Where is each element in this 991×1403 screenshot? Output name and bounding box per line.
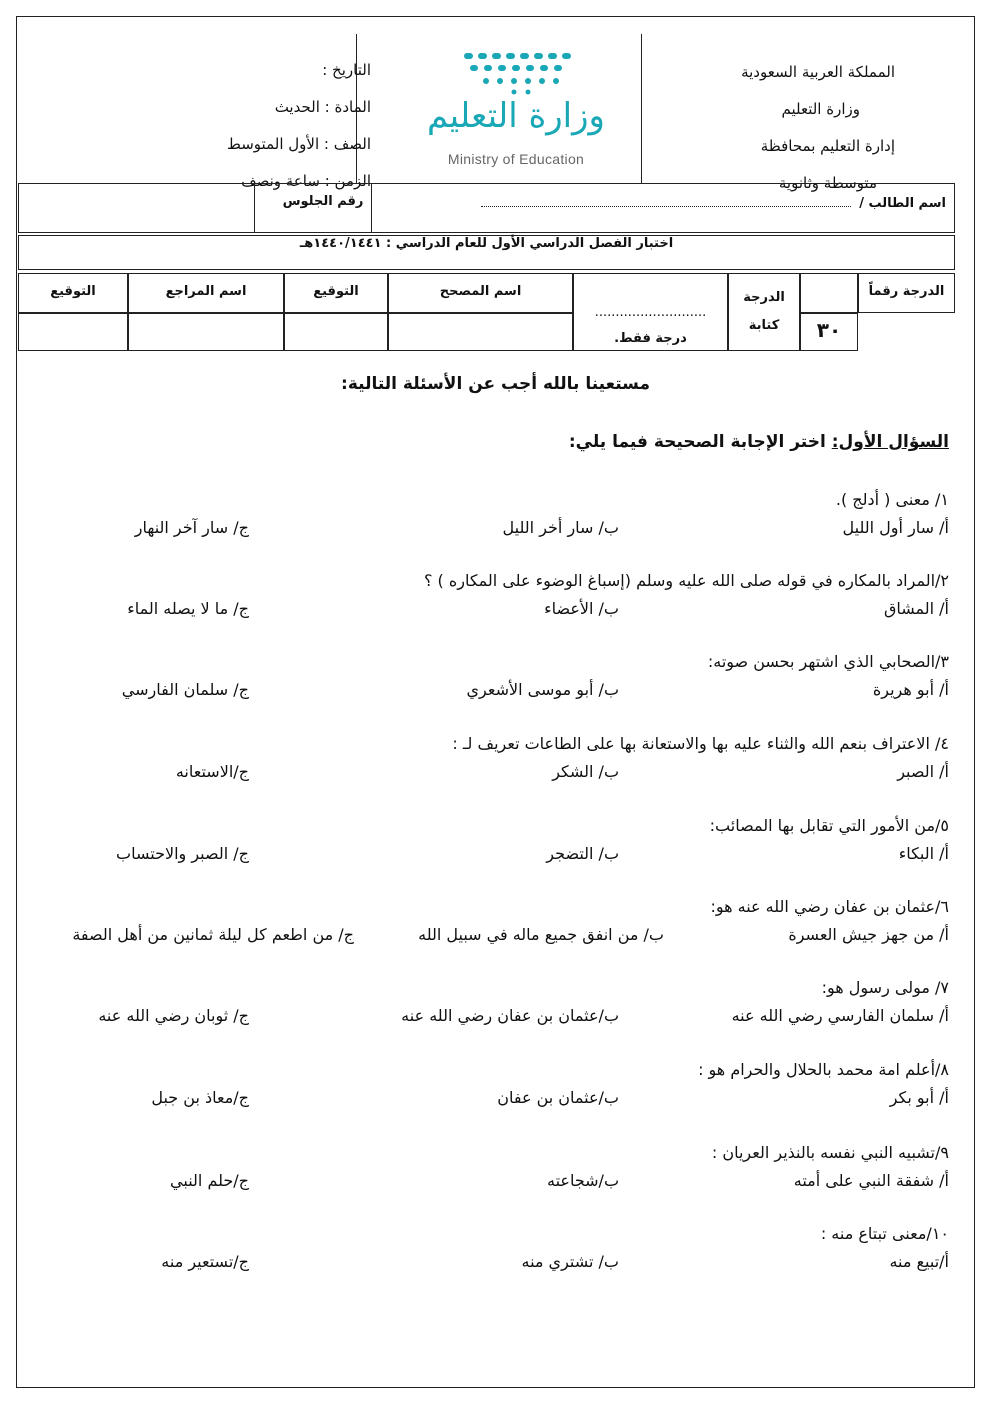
question-2 xyxy=(29,567,949,623)
option-b[interactable]: ب/ من انفق جميع ماله في سبيل الله xyxy=(418,925,664,944)
option-c[interactable]: ج/ ثوبان رضي الله عنه xyxy=(98,1006,249,1025)
corrector-name-label: اسم المصحح xyxy=(388,273,573,313)
option-a[interactable]: أ/ من جهز جيش العسرة xyxy=(788,925,949,944)
header-duration: الزمن : ساعة ونصف xyxy=(241,172,371,190)
seat-number-field[interactable] xyxy=(19,184,255,233)
question-7 xyxy=(29,974,949,1030)
instruction: مستعينا بالله أجب عن الأسئلة التالية: xyxy=(341,374,650,394)
question-stem: ٣/الصحابي الذي اشتهر بحسن صوته: xyxy=(707,652,949,671)
option-b[interactable]: ب/عثمان بن عفان xyxy=(497,1088,619,1107)
question-stem: ٥/من الأمور التي تقابل بها المصائب: xyxy=(709,816,949,835)
option-c[interactable]: ج/الاستعانه xyxy=(175,762,249,781)
option-b[interactable]: ب/ الشكر xyxy=(552,762,619,781)
student-name-cell[interactable] xyxy=(372,184,955,233)
option-a[interactable]: أ/تبيع منه xyxy=(889,1252,949,1271)
grades-table xyxy=(18,273,955,353)
written-grade-field[interactable] xyxy=(573,273,728,351)
question-8 xyxy=(29,1056,949,1112)
header-exam-meta xyxy=(191,52,371,200)
reviewer-name-field[interactable] xyxy=(128,313,284,351)
written-grade-label-2: كتابة xyxy=(748,318,780,333)
header-school: متوسطة وثانوية xyxy=(778,174,877,192)
option-c[interactable]: ج/ من اطعم كل ليلة ثمانين من أهل الصفة xyxy=(72,925,354,944)
logo-arabic-text: وزارة التعليم xyxy=(427,96,605,136)
logo-dots-icon xyxy=(456,51,586,96)
reviewer-signature-field[interactable] xyxy=(18,313,128,351)
student-name-dots xyxy=(481,194,851,207)
header xyxy=(16,16,975,192)
question-one-label: السؤال الأول: xyxy=(831,432,949,452)
option-b[interactable]: ب/ التضجر xyxy=(546,844,619,863)
question-stem: ١٠/معنى تبتاع منه : xyxy=(820,1224,949,1243)
option-b[interactable]: ب/عثمان بن عفان رضي الله عنه xyxy=(401,1006,619,1025)
reviewer-signature-label: التوقيع xyxy=(18,273,128,313)
question-10 xyxy=(29,1220,949,1276)
option-c[interactable]: ج/معاذ بن جبل xyxy=(151,1088,249,1107)
question-stem: ٩/تشبيه النبي نفسه بالنذير العريان : xyxy=(711,1143,949,1162)
option-c[interactable]: ج/ الصبر والاحتساب xyxy=(116,844,249,863)
question-one-title xyxy=(569,432,949,452)
question-6 xyxy=(29,893,949,949)
option-a[interactable]: أ/ الصبر xyxy=(897,762,949,781)
question-one-text: اختر الإجابة الصحيحة فيما يلي: xyxy=(568,432,832,452)
question-stem: ٢/المراد بالمكاره في قوله صلى الله عليه وسلم (إسباغ الوضوء على المكاره ) ؟ xyxy=(423,571,949,590)
corrector-signature-field[interactable] xyxy=(284,313,388,351)
header-ministry: وزارة التعليم xyxy=(781,100,860,118)
option-a[interactable]: أ/ أبو بكر xyxy=(889,1088,949,1107)
logo-english-text: Ministry of Education xyxy=(447,151,585,167)
question-9 xyxy=(29,1139,949,1195)
option-a[interactable]: أ/ البكاء xyxy=(898,844,949,863)
option-c[interactable]: ج/ سار آخر النهار xyxy=(134,518,249,537)
reviewer-name-label: اسم المراجع xyxy=(128,273,284,313)
exam-title: اختبار الفصل الدراسي الأول للعام الدراسي : ١٤٤٠/١٤٤١هـ xyxy=(19,236,955,270)
header-ministry-block xyxy=(685,54,935,202)
header-kingdom: المملكة العربية السعودية xyxy=(741,63,895,81)
exam-title-table xyxy=(18,235,955,270)
question-stem: ٨/أعلم امة محمد بالحلال والحرام هو : xyxy=(698,1060,949,1079)
option-b[interactable]: ب/ أبو موسى الأشعري xyxy=(466,680,619,699)
header-divider-right xyxy=(641,34,642,184)
question-stem: ٧/ مولى رسول هو: xyxy=(821,978,949,997)
option-a[interactable]: أ/ أبو هريرة xyxy=(872,680,949,699)
header-date: التاريخ : xyxy=(322,61,371,79)
question-stem: ٤/ الاعتراف بنعم الله والثناء عليه بها والاستعانة بها على الطاعات تعريف لـ : xyxy=(452,734,949,753)
header-subject: المادة : الحديث xyxy=(274,98,371,116)
grade-only-label: درجة فقط. xyxy=(614,331,687,346)
numeric-grade-label: الدرجة رقماً xyxy=(858,273,955,313)
option-c[interactable]: ج/ سلمان الفارسي xyxy=(121,680,249,699)
question-stem: ٦/عثمان بن عفان رضي الله عنه هو: xyxy=(710,897,949,916)
option-c[interactable]: ج/ ما لا يصله الماء xyxy=(127,599,249,618)
written-grade-label-cell xyxy=(728,273,800,351)
seat-number-label: رقم الجلوس xyxy=(282,194,364,209)
ministry-logo xyxy=(416,51,626,171)
student-name-label: اسم الطالب / xyxy=(859,196,946,211)
corrector-signature-label: التوقيع xyxy=(284,273,388,313)
option-a[interactable]: أ/ شفقة النبي على أمته xyxy=(793,1171,949,1190)
option-b[interactable]: ب/ الأعضاء xyxy=(544,599,619,618)
numeric-grade-blank xyxy=(800,273,858,313)
question-3 xyxy=(29,648,949,704)
option-b[interactable]: ب/ تشتري منه xyxy=(521,1252,619,1271)
header-directorate: إدارة التعليم بمحافظة xyxy=(760,137,895,155)
option-b[interactable]: ب/ سار أخر الليل xyxy=(502,518,619,537)
seat-number-label-cell xyxy=(254,184,372,233)
header-grade: الصف : الأول المتوسط xyxy=(227,135,371,153)
question-stem: ١/ معنى ( أدلج ). xyxy=(835,490,949,509)
option-b[interactable]: ب/شجاعته xyxy=(546,1171,619,1190)
option-a[interactable]: أ/ المشاق xyxy=(883,599,949,618)
question-4 xyxy=(29,730,949,786)
question-5 xyxy=(29,812,949,868)
option-a[interactable]: أ/ سلمان الفارسي رضي الله عنه xyxy=(731,1006,949,1025)
student-info-table xyxy=(18,183,955,233)
option-a[interactable]: أ/ سار أول الليل xyxy=(842,518,949,537)
question-1 xyxy=(29,486,949,542)
total-score: ٣٠ xyxy=(800,313,858,351)
corrector-name-field[interactable] xyxy=(388,313,573,351)
written-grade-dots: ........................... xyxy=(594,305,707,320)
option-c[interactable]: ج/تستعير منه xyxy=(161,1252,249,1271)
option-c[interactable]: ج/حلم النبي xyxy=(170,1171,249,1190)
written-grade-label: الدرجة xyxy=(743,290,785,305)
